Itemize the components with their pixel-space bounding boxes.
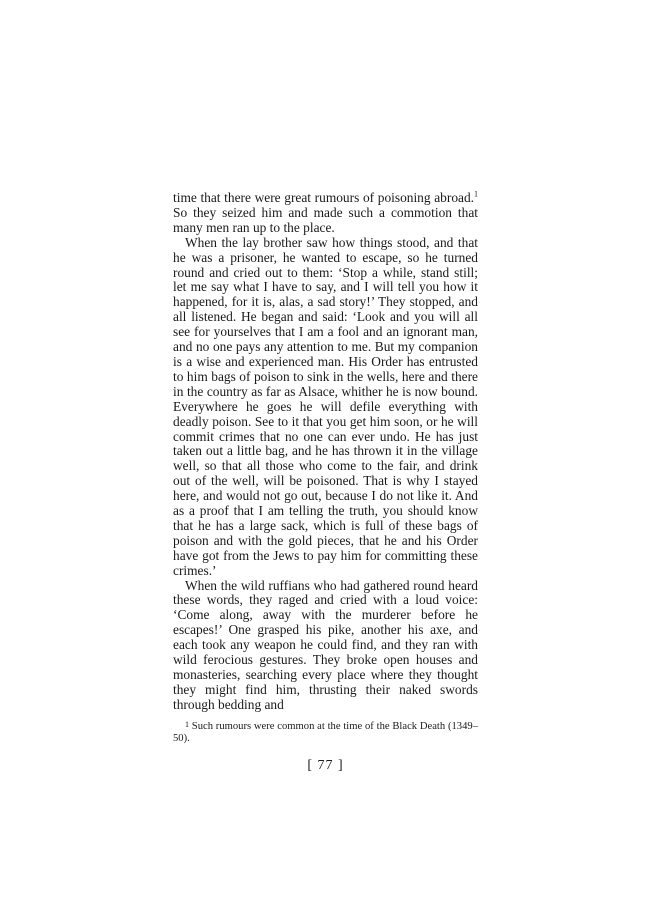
- paragraph-1: [173, 191, 478, 236]
- body-text: [173, 191, 478, 713]
- paragraph-1-tail: So they seized him and made such a commotion that many men ran up to the place.: [173, 204, 478, 235]
- footnote-mark: 1: [185, 719, 189, 729]
- paragraph-2: When the lay brother saw how things stood, and that he was a prisoner, he wanted to escape, so he turned round and cried out to them: ‘Stop a while, stand still; let me say what I have to say, and I will tell you how it happened, for it is, alas, a sad story!’ They stopped, and all listened. He began and said: ‘Look and you will all see for yourselves that I am a fool and an ignorant man, and no one pays any attention to me. But my companion is a wise and experienced man. His Order has entrusted to him bags of poison to sink in the wells, here and there in the country as far as Alsace, whither he is now bound. Everywhere he goes he will defile everything with deadly poison. See to it that you get him soon, or he will commit crimes that no one can ever undo. He has just taken out a little bag, and he has thrown it in the village well, so that all those who come to the fair, and drink out of the well, will be poisoned. That is why I stayed here, and would not go out, because I do not like it. And as a proof that I am telling the truth, you should know that he has a large sack, which is full of these bags of poison and with the gold pieces, that he and his Order have got from the Jews to pay him for committing these crimes.’: [173, 234, 478, 578]
- footnote-reference: 1: [474, 189, 478, 199]
- paragraph-3: When the wild ruffians who had gathered round heard these words, they raged and cried with a loud voice: ‘Come along, away with the murderer before he escapes!’ One grasped his pike, another his axe, and each took any weapon he could find, and they ran with wild ferocious gestures. They broke open houses and monasteries, searching every place where they thought they might find him, thrusting their naked swords through bedding and: [173, 577, 478, 712]
- page-number: [ 77 ]: [307, 757, 344, 773]
- page-text-block: [173, 191, 478, 774]
- paragraph-1-text: time that there were great rumours of poisoning abroad.: [173, 190, 474, 205]
- footnote: [173, 719, 478, 746]
- footnote-text: Such rumours were common at the time of the Black Death (1349–50).: [173, 720, 478, 745]
